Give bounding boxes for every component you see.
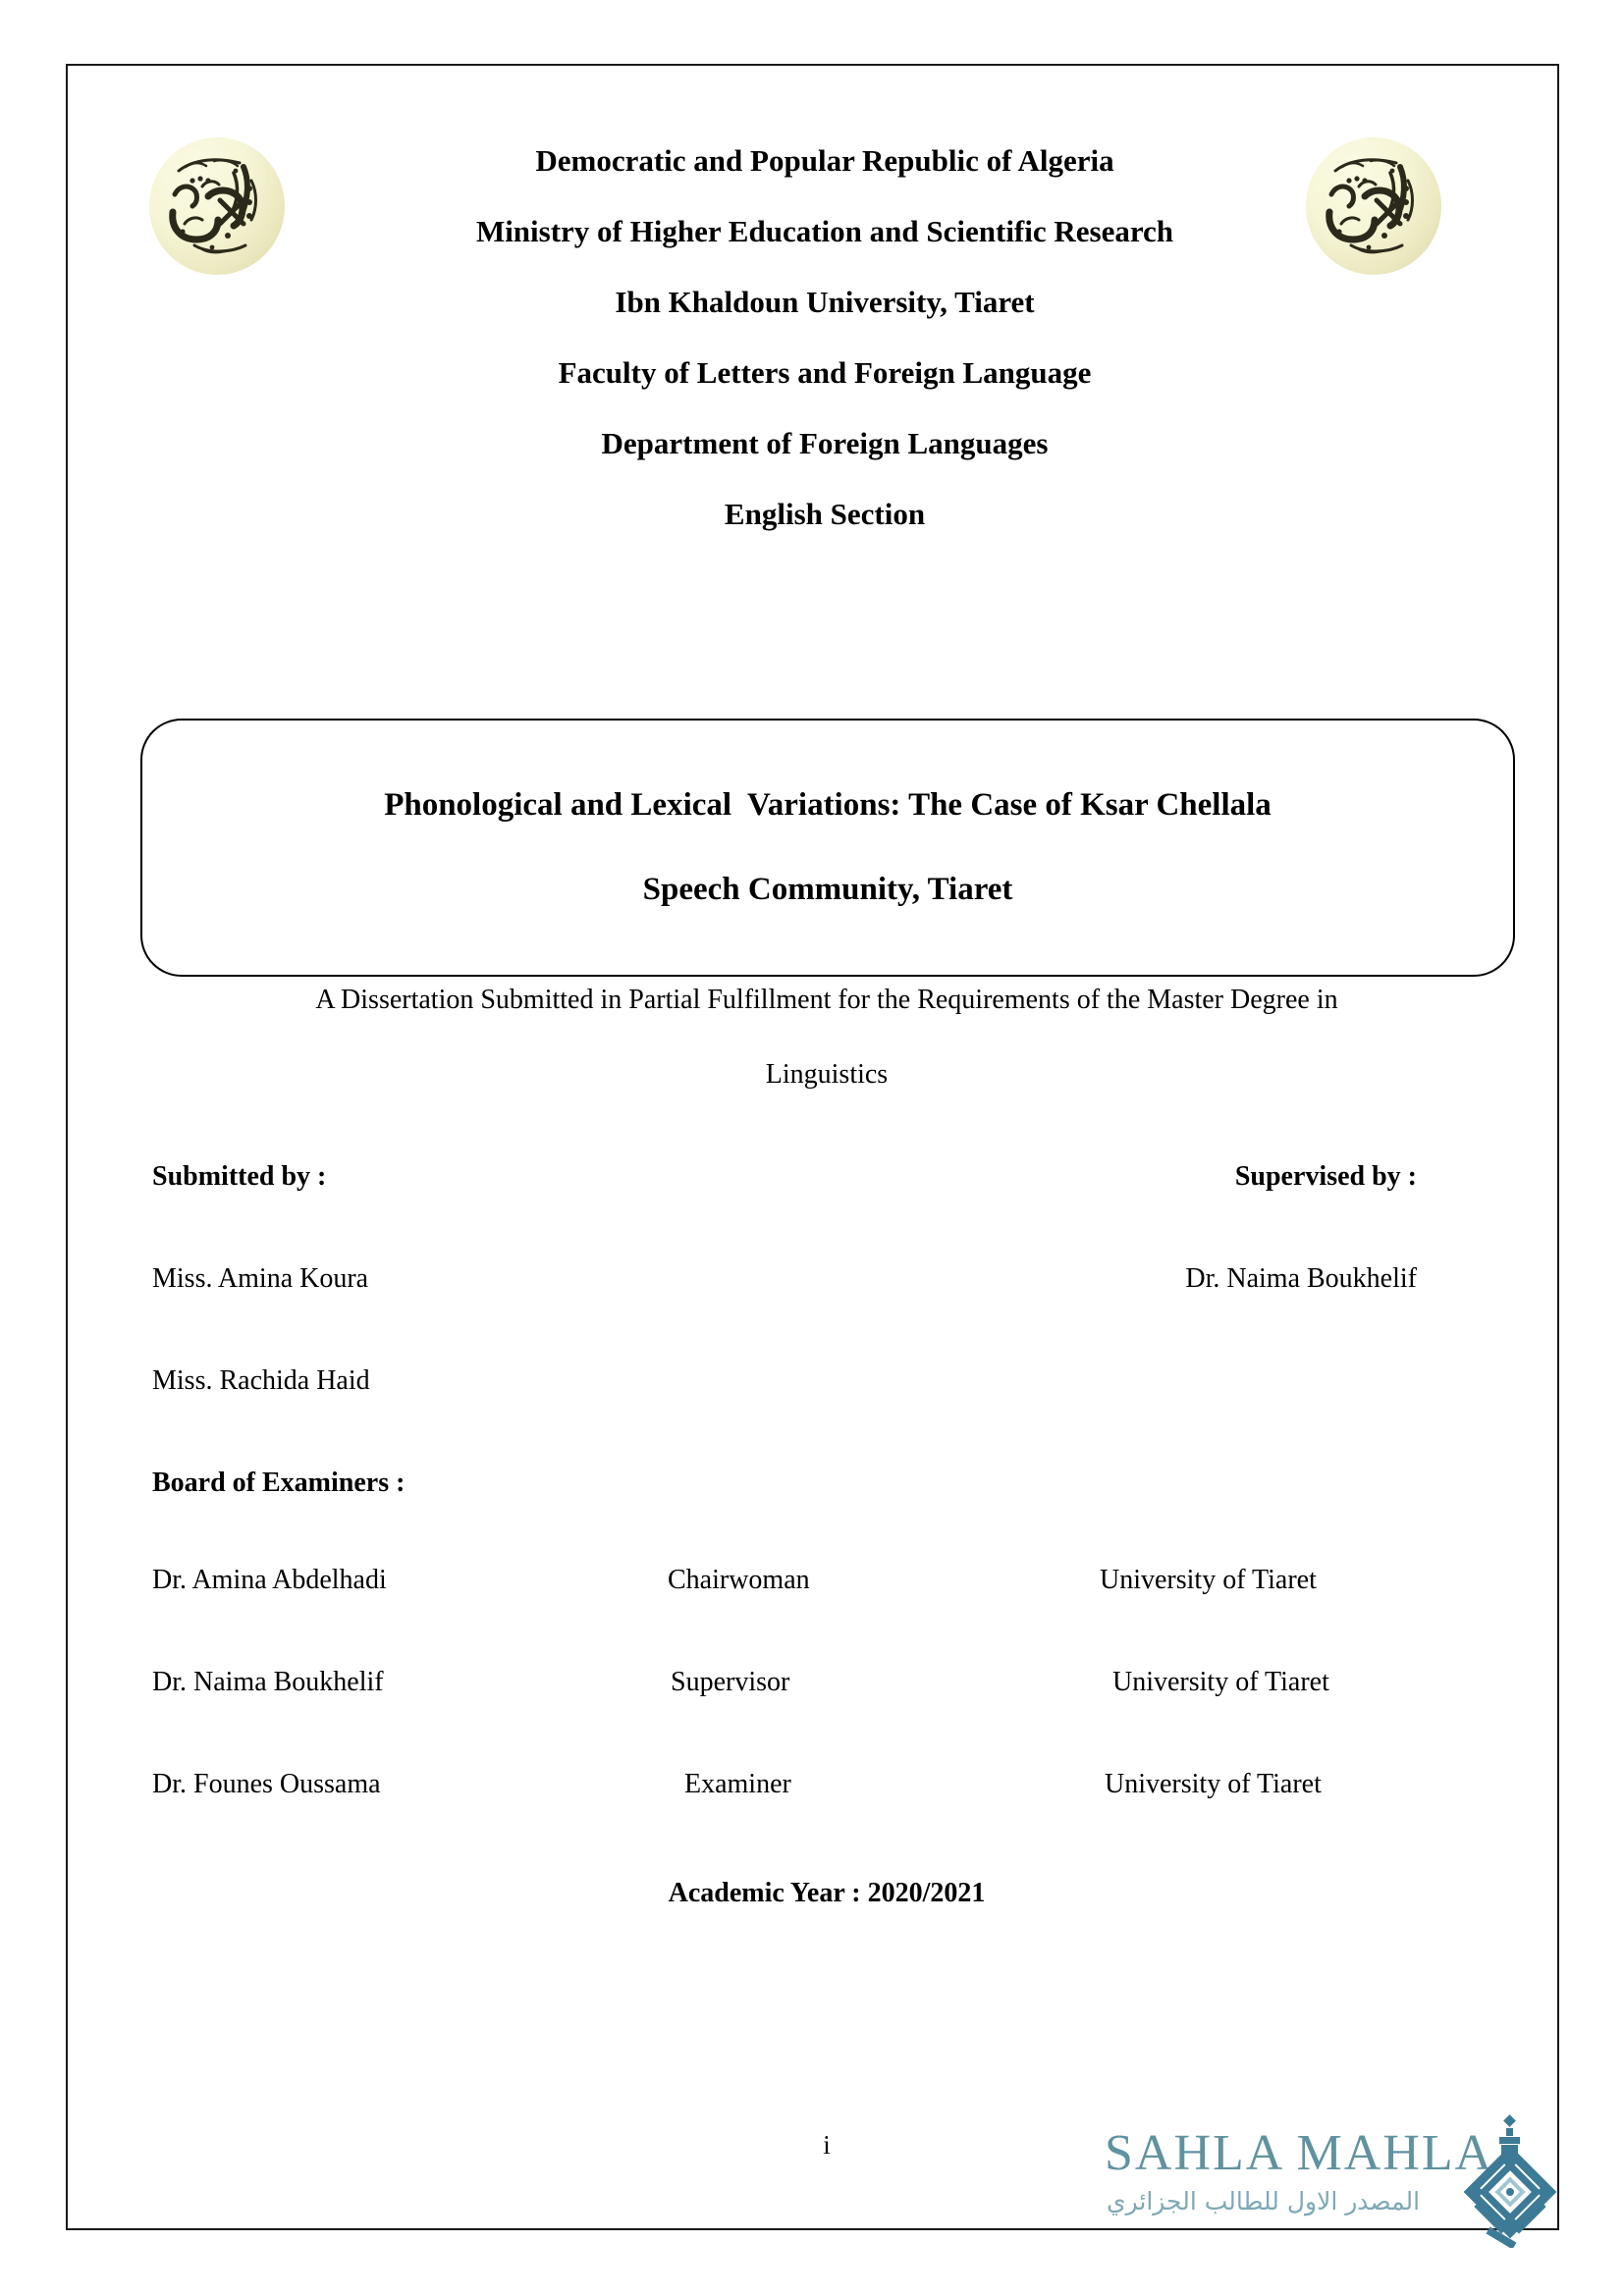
examiner-role: Chairwoman [668,1565,810,1595]
board-of-examiners-heading: Board of Examiners : [152,1468,406,1498]
page-number: i [823,2130,831,2160]
supervisor-name: Dr. Naima Boukhelif [1185,1263,1417,1294]
submitted-by-label: Submitted by : [152,1161,327,1192]
dissertation-statement [125,987,1529,1089]
academic-year-label: Academic Year : 2020/2021 [668,1878,986,1908]
header-line-ministry: Ministry of Higher Education and Scientific Research [475,214,1174,248]
watermark-tagline: المصدر الاول للطالب الجزائري [1107,2187,1421,2216]
dissertation-statement-line-2: Linguistics [765,1059,889,1090]
dissertation-title-box [140,719,1515,977]
header-line-university: Ibn Khaldoun University, Tiaret [615,285,1035,319]
supervised-by-label: Supervised by : [1234,1161,1417,1192]
examiner-institution: University of Tiaret [1112,1667,1329,1697]
watermark-wordmark: SAHLA MAHLA [1105,2125,1494,2181]
table-row [152,1567,1419,1669]
examiner-role: Supervisor [671,1667,790,1697]
examiner-name: Dr. Naima Boukhelif [152,1667,384,1697]
institution-header [196,145,1453,529]
dissertation-statement-line-1: A Dissertation Submitted in Partial Fulfillment for the Requirements of the Master Degree in [315,985,1338,1015]
page-title-line-2: Speech Community, Tiaret [642,872,1013,907]
credits-section [152,1163,1438,1469]
student-name-1: Miss. Amina Koura [152,1263,369,1294]
header-line-department: Department of Foreign Languages [601,426,1049,460]
student-name-2: Miss. Rachida Haid [152,1365,370,1396]
examiner-name: Dr. Amina Abdelhadi [152,1565,387,1595]
header-line-faculty: Faculty of Letters and Foreign Language [558,355,1092,390]
examiner-institution: University of Tiaret [1105,1769,1322,1799]
header-line-section: English Section [724,497,926,531]
table-row [152,1669,1419,1771]
sahla-mahla-watermark [1105,2125,1556,2246]
examiner-name: Dr. Founes Oussama [152,1769,381,1799]
header-line-country: Democratic and Popular Republic of Algeria [535,143,1114,178]
board-of-examiners-table [152,1567,1419,1873]
page-title-line-1: Phonological and Lexical Variations: The Case of Ksar Chellala [384,787,1272,823]
table-row [152,1771,1419,1873]
berber-diamond-ornament-icon [1456,2112,1566,2248]
examiner-institution: University of Tiaret [1100,1565,1317,1595]
credits-row-second [152,1367,1438,1469]
credits-header-row [152,1163,1438,1265]
credits-row-first [152,1265,1438,1367]
examiner-role: Examiner [684,1769,791,1799]
